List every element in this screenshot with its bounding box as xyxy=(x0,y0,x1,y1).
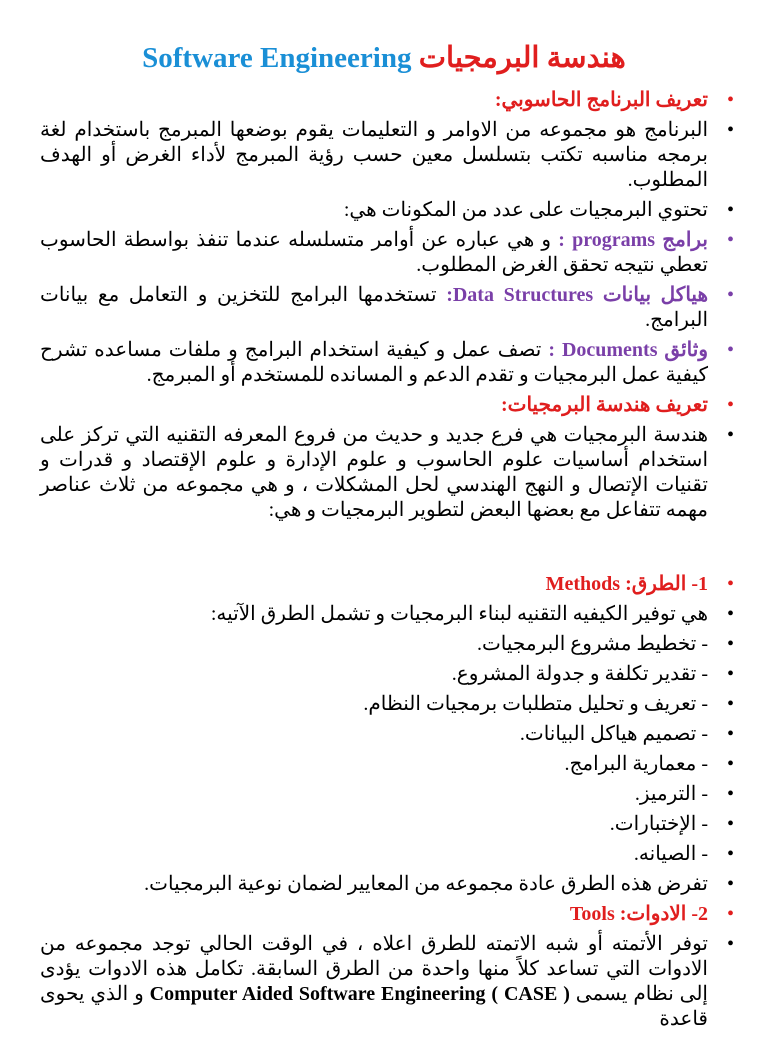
method-item: - معمارية البرامج. xyxy=(564,753,708,775)
method-item: - تخطيط مشروع البرمجيات. xyxy=(476,633,708,655)
method-item: - الصيانه. xyxy=(633,843,708,865)
documents-label: وثائق Documents : xyxy=(548,339,708,361)
page-title xyxy=(0,40,768,76)
list-item xyxy=(40,572,734,597)
method-item: - تعريف و تحليل متطلبات برمجيات النظام. xyxy=(363,693,708,715)
case-text: Computer Aided Software Engineering ( CASE ) xyxy=(149,983,570,1005)
list-item xyxy=(40,198,734,223)
programs-label: برامج programs : xyxy=(558,229,708,251)
list-item xyxy=(40,872,734,897)
method-item: - تقدير تكلفة و جدولة المشروع. xyxy=(451,663,708,685)
title-arabic: هندسة البرمجيات xyxy=(418,42,626,74)
list-item xyxy=(40,722,734,747)
documents-text: تصف عمل و كيفية استخدام البرامج و ملفات مساعده تشرح كيفية عمل البرمجيات و تقدم الدعم و المسانده للمستخدم أو المبرمج. xyxy=(40,339,708,386)
list-item xyxy=(40,88,734,113)
method-item: - الترميز. xyxy=(634,783,708,805)
def-program-heading: تعريف البرنامج الحاسوبي: xyxy=(494,89,708,111)
list-item xyxy=(40,752,734,777)
programs-text: و هي عباره عن أوامر متسلسله عندما تنفذ بواسطة الحاسوب تعطي نتيجه تحقق الغرض المطلوب. xyxy=(40,229,708,276)
tools-text: توفر الأتمته أو شبه الاتمته للطرق اعلاه ، في الوقت الحالي توجد مجموعه من الادوات التي تساعد كلاً منها واحدة من الطرق السابقة. تكامل هذه الادوات يؤدى إلى نظام يسمى xyxy=(40,933,708,1005)
components-text: تحتوي البرمجيات على عدد من المكونات هي: xyxy=(343,199,708,221)
list-item xyxy=(40,812,734,837)
data-structures-label: هياكل بيانات Data Structures: xyxy=(446,284,709,306)
methods-heading: 1- الطرق: Methods xyxy=(545,573,708,595)
list-item xyxy=(40,662,734,687)
spacer xyxy=(40,528,734,572)
def-se-text: هندسة البرمجيات هي فرع جديد و حديث من فروع المعرفه التقنيه التي تركز على استخدام أساسيات علوم الحاسوب و علوم الإدارة و علوم الإقتصاد و قدرات و تقنيات الإتصال و النهج الهندسي لحل المشكلات ، و هي مجموعه من ثلاث عناصر مهمه تتفاعل مع بعضها البعض لتطوير البرمجيات و هي: xyxy=(40,424,708,521)
list-item xyxy=(40,632,734,657)
list-item xyxy=(40,228,734,278)
list-item xyxy=(40,782,734,807)
title-english: Software Engineering xyxy=(142,42,412,74)
list-item xyxy=(40,692,734,717)
list-item xyxy=(40,118,734,193)
method-item: - تصميم هياكل البيانات. xyxy=(519,723,708,745)
method-item: - الإختبارات. xyxy=(609,813,708,835)
list-item xyxy=(40,902,734,927)
list-item xyxy=(40,283,734,333)
list-item xyxy=(40,842,734,867)
list-item xyxy=(40,932,734,1032)
list-item xyxy=(40,602,734,627)
methods-standards: تفرض هذه الطرق عادة مجموعه من المعايير لضمان نوعية البرمجيات. xyxy=(144,873,708,895)
list-item xyxy=(40,338,734,388)
def-se-heading: تعريف هندسة البرمجيات: xyxy=(500,394,708,416)
bullet-list xyxy=(40,88,734,1037)
tools-heading: 2- الادوات: Tools xyxy=(569,903,708,925)
tools-tail: و الذي يحوى قاعدة xyxy=(40,983,708,1030)
def-program-text: البرنامج هو مجموعه من الاوامر و التعليمات يقوم بوضعها المبرمج باستخدام لغة برمجه مناسبه تكتب بتسلسل معين حسب رؤية المبرمج لأداء الغرض أو الهدف المطلوب. xyxy=(40,119,708,191)
list-item xyxy=(40,393,734,418)
list-item xyxy=(40,423,734,523)
methods-intro: هي توفير الكيفيه التقنيه لبناء البرمجيات و تشمل الطرق الآتيه: xyxy=(210,603,708,625)
data-structures-text: تستخدمها البرامج للتخزين و التعامل مع بيانات البرامج. xyxy=(40,284,708,331)
